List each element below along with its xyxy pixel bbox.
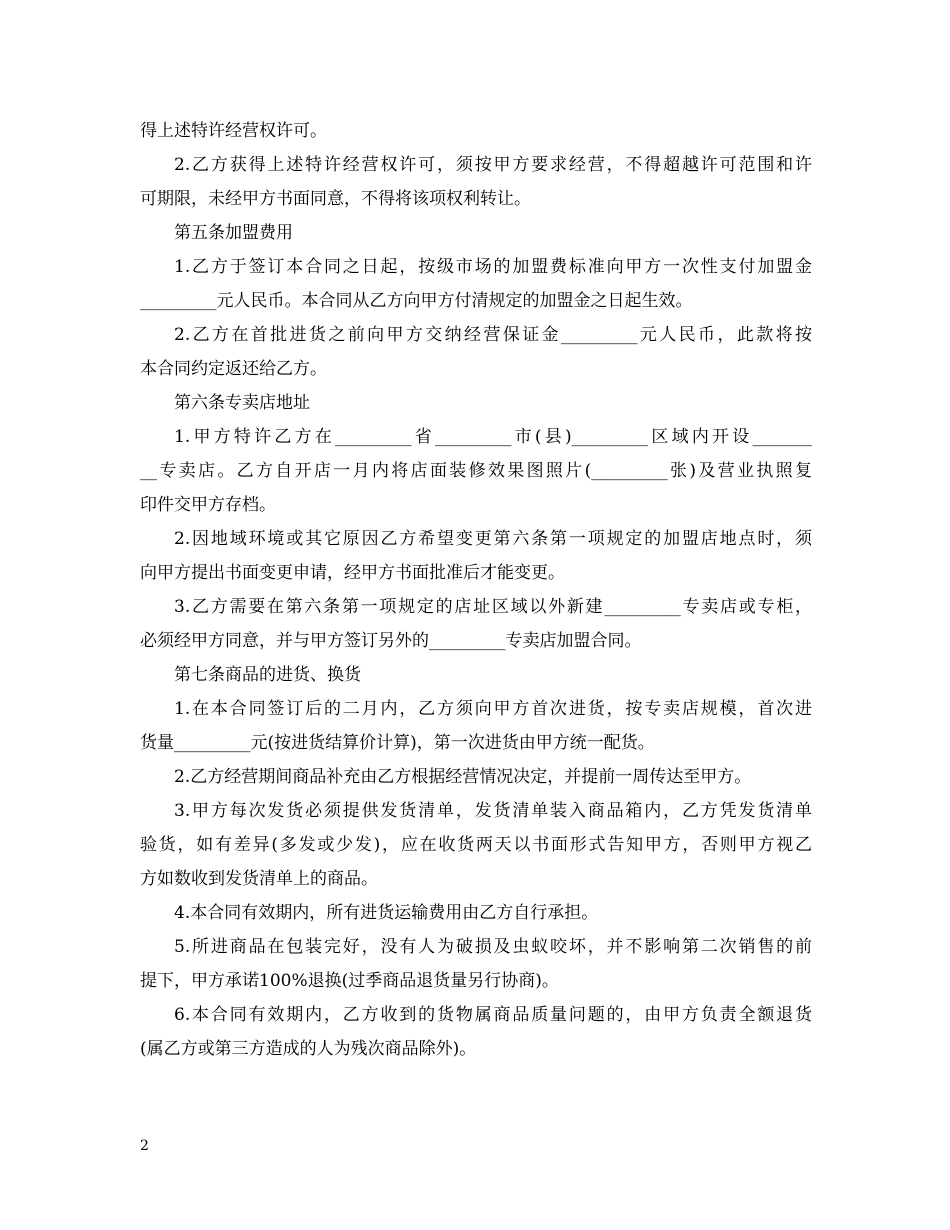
page-number: 2 — [140, 1138, 149, 1154]
document-body — [140, 114, 812, 1066]
text-line: 1.甲方特许乙方在_________省_________市(县)_________区域内开设_______ — [174, 427, 812, 447]
text-line: 4.本合同有效期内，所有进货运输费用由乙方自行承担。 — [174, 903, 599, 923]
text-line: 2.乙方获得上述特许经营权许可，须按甲方要求经营，不得超越许可范围和许 — [174, 155, 812, 175]
text-line: 得上述特许经营权许可。 — [140, 121, 327, 141]
text-line: 第五条加盟费用 — [174, 223, 293, 243]
text-line: 3.甲方每次发货必须提供发货清单，发货清单装入商品箱内，乙方凭发货清单 — [174, 801, 812, 821]
text-line: __专卖店。乙方自开店一月内将店面装修效果图照片(_________张)及营业执照复 — [140, 461, 812, 481]
text-line: 6.本合同有效期内，乙方收到的货物属商品质量问题的，由甲方负责全额退货 — [174, 1005, 812, 1025]
text-line: 2.乙方在首批进货之前向甲方交纳经营保证金_________元人民币，此款将按 — [174, 325, 812, 345]
text-line: 向甲方提出书面变更申请，经甲方书面批准后才能变更。 — [140, 563, 565, 583]
text-line: 2.乙方经营期间商品补充由乙方根据经营情况决定，并提前一周传达至甲方。 — [174, 767, 752, 787]
text-line: 印件交甲方存档。 — [140, 495, 276, 515]
text-line: 2.因地域环境或其它原因乙方希望变更第六条第一项规定的加盟店地点时，须 — [174, 529, 812, 549]
text-line: 第七条商品的进货、换货 — [174, 665, 361, 685]
text-line: 方如数收到发货清单上的商品。 — [140, 869, 378, 889]
text-line: 3.乙方需要在第六条第一项规定的店址区域以外新建_________专卖店或专柜， — [174, 597, 812, 617]
text-line: 必须经甲方同意，并与甲方签订另外的_________专卖店加盟合同。 — [140, 631, 642, 651]
text-line: 5.所进商品在包装完好，没有人为破损及虫蚁咬坏，并不影响第二次销售的前 — [174, 937, 812, 957]
text-line: 1.在本合同签订后的二月内，乙方须向甲方首次进货，按专卖店规模，首次进 — [174, 699, 812, 719]
text-line: 本合同约定返还给乙方。 — [140, 359, 327, 379]
text-line: 验货，如有差异(多发或少发)，应在收货两天以书面形式告知甲方，否则甲方视乙 — [140, 835, 812, 855]
text-line: 第六条专卖店地址 — [174, 393, 310, 413]
text-line: _________元人民币。本合同从乙方向甲方付清规定的加盟金之日起生效。 — [140, 291, 693, 311]
text-line: 可期限，未经甲方书面同意，不得将该项权利转让。 — [140, 189, 531, 209]
text-line: 货量_________元(按进货结算价计算)，第一次进货由甲方统一配货。 — [140, 733, 655, 753]
text-line: 提下，甲方承诺100%退换(过季商品退货量另行协商)。 — [140, 971, 559, 991]
text-line: (属乙方或第三方造成的人为残次商品除外)。 — [140, 1039, 477, 1059]
text-line: 1.乙方于签订本合同之日起，按级市场的加盟费标准向甲方一次性支付加盟金 — [174, 257, 812, 277]
